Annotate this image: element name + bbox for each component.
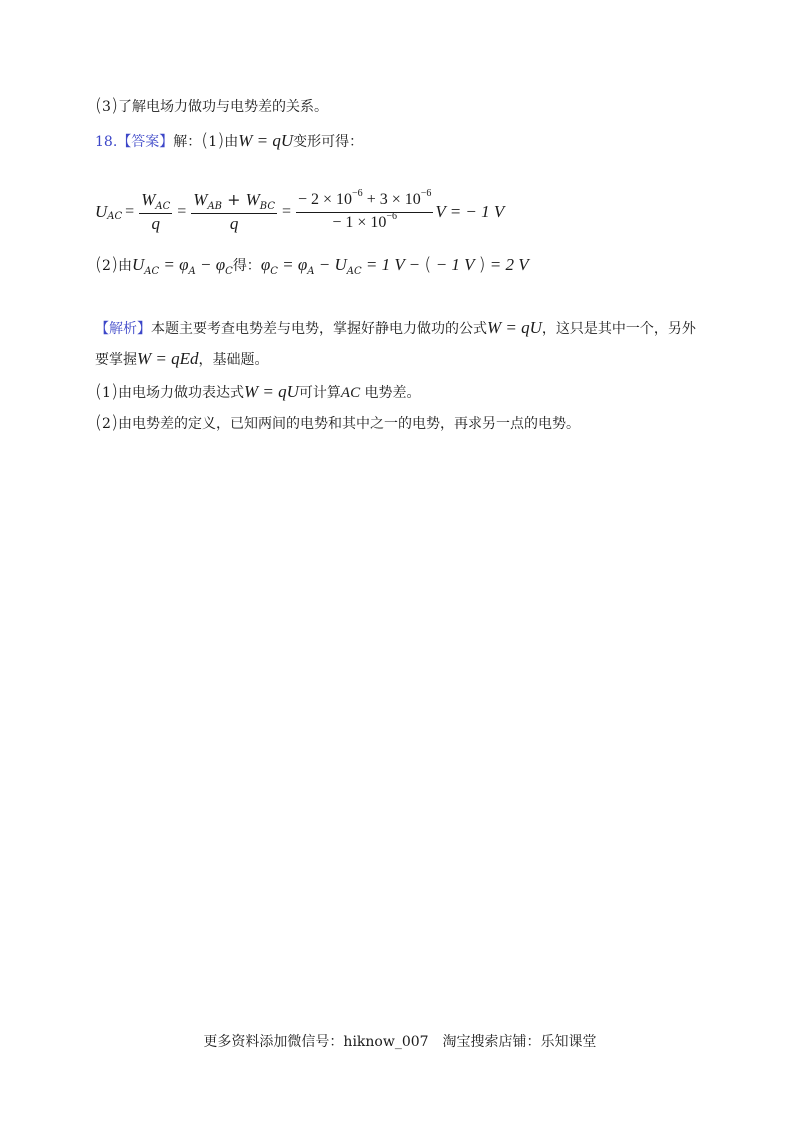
part1-number: 1: [208, 134, 218, 150]
lhs-subscript: AC: [107, 210, 123, 222]
answer-tag: 【答案】: [117, 134, 174, 150]
question-18-header: 18.【答案】解：(1)由W = qU变形可得：: [95, 130, 364, 151]
analysis-line-1: 【解析】本题主要考查电势差与电势，掌握好静电力做功的公式W = qU，这只是其中一个，另外: [95, 318, 696, 337]
fraction-2: $\frac{W_{AB} + W_{BC}}{q}$: [193, 190, 275, 233]
lhs-variable: U: [95, 202, 108, 221]
solve-label: 解：: [173, 134, 202, 150]
analysis-point-2: (2)由电势差的定义，已知两间的电势和其中之一的电势，再求另一点的电势。: [95, 412, 580, 433]
page-footer: 更多资料添加微信号：hiknow_007 淘宝搜索店铺：乐知课堂: [203, 1034, 597, 1050]
fraction-1: $\frac{W_{AC}}{q}$: [141, 190, 171, 233]
analysis-line-2: 要掌握W = qEd，基础题。: [95, 349, 269, 368]
part1-text-end: 变形可得：: [293, 134, 364, 150]
part1-formula: W = qU: [238, 131, 294, 150]
item-3-line: (3)了解电场力做功与电势差的关系。: [95, 95, 328, 116]
fraction-3: $\frac{- 2 \times 10^{-6} + 3 \times 10^{-6}}{- 1 \times 10^{-6}}$: [298, 187, 432, 231]
fraction-result: V = − 1 V: [435, 202, 505, 221]
fraction-equation: U AC = $\frac{W_{AC}}{q}$ = $\frac{W_{AB} + W_{BC}}{q}$ = $\frac{- 2 \times 10^{-6} + 3 \times 10^{-6}}{- 1 \times 10^{-6}}$ V = − 1 V: [95, 187, 505, 233]
item-number: 3: [102, 99, 111, 115]
question-number: 18.: [95, 134, 118, 150]
analysis-tag: 【解析】: [95, 321, 151, 337]
part2-number: 2: [102, 258, 111, 274]
part-2-line: (2)由$U_{AC} = \varphi_A - \varphi_C$得：$\varphi_C = \varphi_A - U_{AC} = 1$ V − ( − 1 V ) = 2 V: [95, 254, 529, 277]
part1-text: 由: [224, 134, 239, 150]
analysis-point-1: (1)由电场力做功表达式W = qU可计算AC 电势差。: [95, 381, 421, 402]
item-text: 了解电场力做功与电势差的关系。: [117, 99, 328, 115]
